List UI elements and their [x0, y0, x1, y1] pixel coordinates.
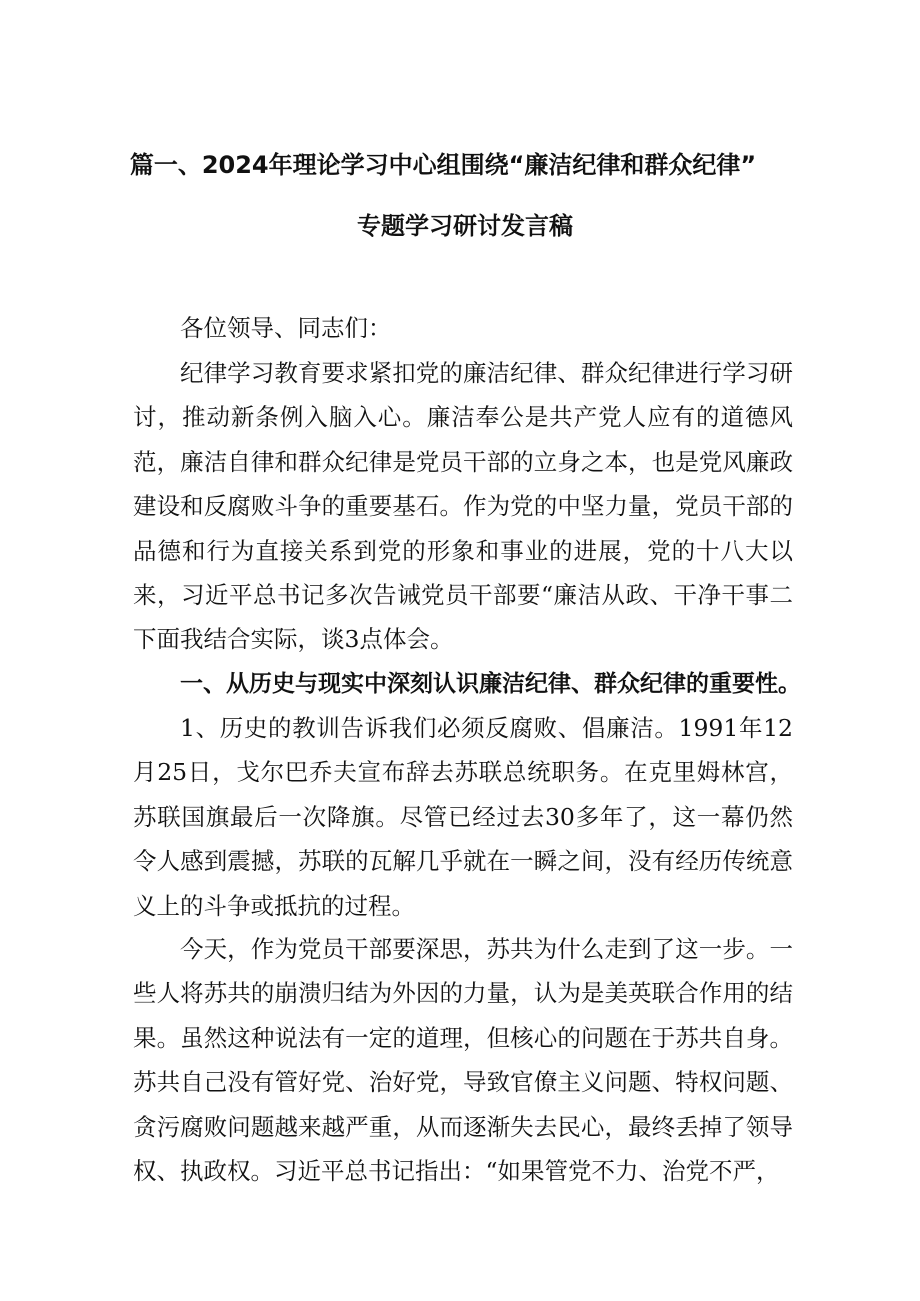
paragraph-history-lesson: 1、历史的教训告诉我们必须反腐败、倡廉洁。1991年12月25日，戈尔巴乔夫宣布辞去苏联总统职务。在克里姆林宫，苏联国旗最后一次降旗。尽管已经过去30多年了，这一幕仍然令人感到震撼，苏联的瓦解几乎就在一瞬之间，没有经历传统意义上的斗争或抵抗的过程。	[133, 714, 793, 920]
document-title-line-1: 篇一、2024年理论学习中心组围绕“廉洁纪律和群众纪律”	[129, 151, 757, 179]
paragraph-reflection: 今天，作为党员干部要深思，苏共为什么走到了这一步。一些人将苏共的崩溃归结为外因的力量，认为是美英联合作用的结果。虽然这种说法有一定的道理，但核心的问题在于苏共自身。苏共自己没有管好党、治好党，导致官僚主义问题、特权问题、贪污腐败问题越来越严重，从而逐渐失去民心，最终丢掉了领导权、执政权。习近平总书记指出：“如果管党不力、治党不严，	[133, 935, 793, 1186]
section-heading-1: 一、从历史与现实中深刻认识廉洁纪律、群众纪律的重要性。	[180, 671, 801, 697]
paragraph-intro: 纪律学习教育要求紧扣党的廉洁纪律、群众纪律进行学习研讨，推动新条例入脑入心。廉洁奉公是共产党人应有的道德风范，廉洁自律和群众纪律是党员干部的立身之本，也是党风廉政建设和反腐败斗争的重要基石。作为党的中坚力量，党员干部的品德和行为直接关系到党的形象和事业的进展，党的十八大以来，习近平总书记多次告诫党员干部要“廉洁从政、干净干事二下面我结合实际，谈3点体会。	[133, 359, 793, 654]
document-title-line-2: 专题学习研讨发言稿	[357, 212, 573, 240]
salutation: 各位领导、同志们：	[180, 314, 392, 342]
